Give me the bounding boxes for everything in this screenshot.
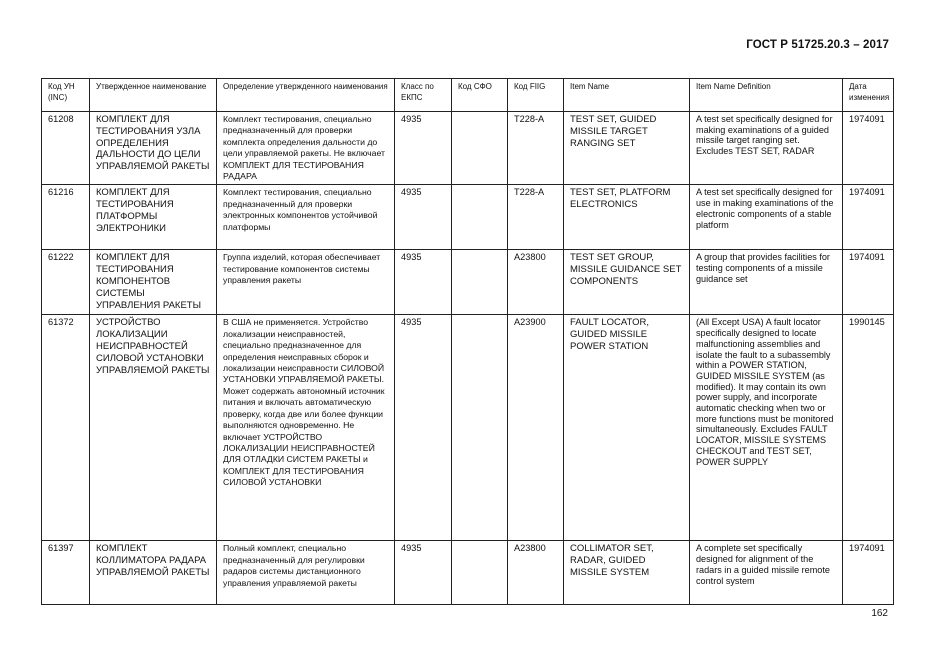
cell-class-ekps: 4935 <box>395 250 452 315</box>
cell-change-date: 1974091 <box>843 112 894 185</box>
cell-item-name: TEST SET, GUIDED MISSILE TARGET RANGING SET <box>564 112 690 185</box>
cell-class-ekps: 4935 <box>395 185 452 250</box>
table-header-row <box>42 79 894 112</box>
cell-class-ekps: 4935 <box>395 541 452 605</box>
table-row <box>42 250 894 315</box>
cell-code-fiig: A23800 <box>508 541 564 605</box>
cell-code-un: 61222 <box>42 250 90 315</box>
cell-change-date: 1974091 <box>843 250 894 315</box>
cell-approved-definition: Комплект тестирования, специально предназначенный для проверки электронных компонентов устойчивой платформы <box>217 185 395 250</box>
header-item-name-definition: Item Name Definition <box>690 79 843 112</box>
cell-code-sfo <box>452 185 508 250</box>
cell-code-un: 61216 <box>42 185 90 250</box>
cell-item-name: COLLIMATOR SET, RADAR, GUIDED MISSILE SYSTEM <box>564 541 690 605</box>
cell-item-name-definition: A complete set specifically designed for alignment of the radars in a guided missile remote control system <box>690 541 843 605</box>
cell-approved-definition: Группа изделий, которая обеспечивает тестирование компонентов системы управления ракеты <box>217 250 395 315</box>
cell-approved-name: УСТРОЙСТВО ЛОКАЛИЗАЦИИ НЕИСПРАВНОСТЕЙ СИЛОВОЙ УСТАНОВКИ УПРАВЛЯЕМОЙ РАКЕТЫ <box>90 315 217 541</box>
cell-code-un: 61372 <box>42 315 90 541</box>
cell-code-fiig: A23900 <box>508 315 564 541</box>
cell-code-fiig: T228-A <box>508 185 564 250</box>
cell-approved-definition: В США не применяется. Устройство локализации неисправностей, специально предназначенное для определения неисправных сборок и локализации неисправности СИЛОВОЙ УСТАНОВКИ УПРАВЛЯЕМОЙ РАКЕТЫ. Может содержать автономный источник питания и включать автоматическую проверку, когда две или более функции выполняются одновременно. Не включает УСТРОЙСТВО ЛОКАЛИЗАЦИИ НЕИСПРАВНОСТЕЙ ДЛЯ ОТЛАДКИ СИСТЕМ РАКЕТЫ и КОМПЛЕКТ ДЛЯ ТЕСТИРОВАНИЯ СИЛОВОЙ УСТАНОВКИ <box>217 315 395 541</box>
cell-item-name: TEST SET, PLATFORM ELECTRONICS <box>564 185 690 250</box>
header-code-sfo: Код СФО <box>452 79 508 112</box>
table-row <box>42 315 894 541</box>
cell-code-fiig: A23800 <box>508 250 564 315</box>
header-code-fiig: Код FIIG <box>508 79 564 112</box>
cell-class-ekps: 4935 <box>395 315 452 541</box>
cell-item-name: TEST SET GROUP, MISSILE GUIDANCE SET COMPONENTS <box>564 250 690 315</box>
cell-code-fiig: T228-A <box>508 112 564 185</box>
cell-approved-name: КОМПЛЕКТ ДЛЯ ТЕСТИРОВАНИЯ УЗЛА ОПРЕДЕЛЕНИЯ ДАЛЬНОСТИ ДО ЦЕЛИ УПРАВЛЯЕМОЙ РАКЕТЫ <box>90 112 217 185</box>
document-title: ГОСТ Р 51725.20.3 – 2017 <box>746 39 889 51</box>
cell-code-sfo <box>452 112 508 185</box>
header-change-date: Дата изменения <box>843 79 894 112</box>
cell-approved-definition: Полный комплект, специально предназначенный для регулировки радаров системы дистанционного управления управляемой ракеты <box>217 541 395 605</box>
cell-code-un: 61397 <box>42 541 90 605</box>
items-table <box>41 78 894 605</box>
cell-approved-name: КОМПЛЕКТ ДЛЯ ТЕСТИРОВАНИЯ ПЛАТФОРМЫ ЭЛЕКТРОНИКИ <box>90 185 217 250</box>
cell-code-un: 61208 <box>42 112 90 185</box>
cell-code-sfo <box>452 315 508 541</box>
cell-code-sfo <box>452 541 508 605</box>
table-row <box>42 541 894 605</box>
cell-item-name-definition: (All Except USA) A fault locator specifically designed to locate malfunctioning assemblies and isolate the fault to a subassembly within a POWER STATION, GUIDED MISSILE SYSTEM (as modified). It may contain its own power supply, and incorporate automatic checking when two or more functions must be monitored simultaneously. Excludes FAULT LOCATOR, MISSILE SYSTEMS CHECKOUT and TEST SET, POWER SUPPLY <box>690 315 843 541</box>
cell-code-sfo <box>452 250 508 315</box>
cell-approved-definition: Комплект тестирования, специально предназначенный для проверки комплекта определения дальности до цели управляемой ракеты. Не включает КОМПЛЕКТ ДЛЯ ТЕСТИРОВАНИЯ РАДАРА <box>217 112 395 185</box>
cell-change-date: 1990145 <box>843 315 894 541</box>
cell-change-date: 1974091 <box>843 185 894 250</box>
header-approved-name: Утвержденное наименование <box>90 79 217 112</box>
header-class-ekps: Класс по ЕКПС <box>395 79 452 112</box>
cell-class-ekps: 4935 <box>395 112 452 185</box>
cell-item-name-definition: A test set specifically designed for making examinations of a guided missile target ranging set. Excludes TEST SET, RADAR <box>690 112 843 185</box>
page-number: 162 <box>871 608 888 619</box>
cell-change-date: 1974091 <box>843 541 894 605</box>
header-approved-definition: Определение утвержденного наименования <box>217 79 395 112</box>
header-code-un: Код УН (INC) <box>42 79 90 112</box>
cell-item-name-definition: A test set specifically designed for use in making examinations of the electronic components of a stable platform <box>690 185 843 250</box>
cell-item-name-definition: A group that provides facilities for testing components of a missile guidance set <box>690 250 843 315</box>
cell-approved-name: КОМПЛЕКТ КОЛЛИМАТОРА РАДАРА УПРАВЛЯЕМОЙ РАКЕТЫ <box>90 541 217 605</box>
table-row <box>42 185 894 250</box>
cell-item-name: FAULT LOCATOR, GUIDED MISSILE POWER STATION <box>564 315 690 541</box>
header-item-name: Item Name <box>564 79 690 112</box>
cell-approved-name: КОМПЛЕКТ ДЛЯ ТЕСТИРОВАНИЯ КОМПОНЕНТОВ СИСТЕМЫ УПРАВЛЕНИЯ РАКЕТЫ <box>90 250 217 315</box>
table-row <box>42 112 894 185</box>
